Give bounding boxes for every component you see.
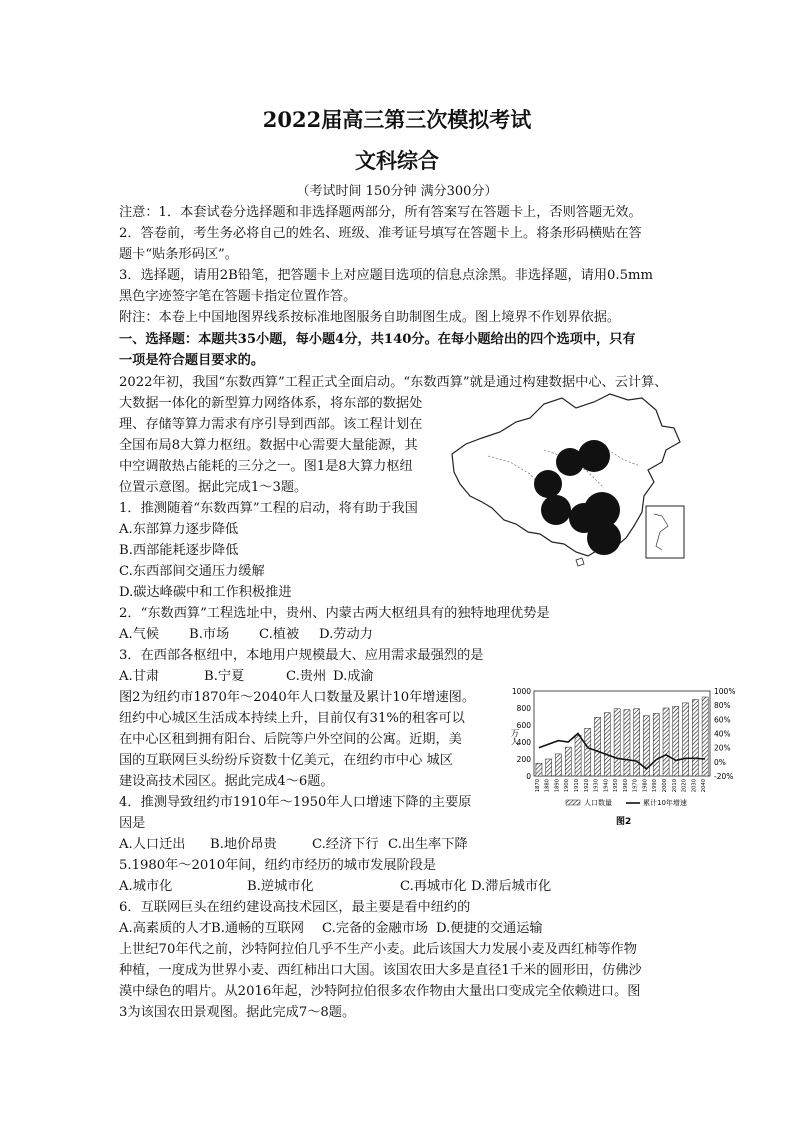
y-tick-label: 400 [516,738,531,747]
x-tick-label: 1960 [622,779,629,793]
population-bar [683,703,689,776]
option: A.高素质的人才 [119,921,212,936]
option: B.市场 [189,627,230,642]
option: C.东西部间交通压力缓解 [119,564,265,579]
notes-line: 2．答卷前，考生务必将自己的姓名、班级、准考证号填写在答题卡上。将条形码横贴在答 [119,226,642,241]
option: C.完备的金融市场 [322,921,429,936]
y2-tick-label: 80% [714,701,731,711]
question-stem: 2．“东数西算”工程选址中，贵州、内蒙古两大枢纽具有的独特地理优势是 [119,606,550,621]
x-tick-label: 1930 [593,779,600,793]
option: A.气候 [119,627,160,642]
question-stem: 4．推测导致纽约市1910年～1950年人口增速下降的主要原 [119,795,472,810]
y-tick-label: 800 [516,704,531,713]
option: A.人口迁出 [119,837,186,852]
option: A.东部算力逐步降低 [119,522,239,537]
x-tick-label: 1940 [603,779,610,793]
computing-hub-marker [541,495,571,525]
growth-rate-line [539,734,705,769]
option: D.碳达峰碳中和工作积极推进 [119,585,292,600]
x-tick-label: 1980 [642,779,649,793]
population-bar [575,735,581,776]
y-tick-label: 200 [516,755,531,764]
notes-line: 黑色字迹签字笔在答题卡指定位置作答。 [119,289,357,304]
x-tick-label: 2020 [681,779,688,793]
computing-hub-marker [578,440,610,472]
south-china-sea-inset [646,506,684,558]
y2-tick-label: 60% [714,715,731,725]
y-tick-label: 0 [526,772,531,781]
computing-hub-marker [569,503,599,533]
computing-hub-marker [534,470,562,498]
passage-line: 位置示意图。据此完成1～3题。 [119,480,308,495]
legend-bar-swatch [566,800,580,805]
legend-line-label: 累计10年增速 [643,799,687,807]
legend-bar-label: 人口数量 [584,799,612,807]
x-tick-label: 1900 [564,779,571,793]
option: C.贵州 [286,669,327,684]
y2-tick-label: -20% [714,772,734,781]
passage-line: 3为该国农田景观图。据此完成7～8题。 [119,1005,356,1020]
population-bar [546,759,552,776]
x-tick-label: 1970 [632,779,639,793]
option: D.劳动力 [319,627,373,642]
x-tick-label: 1950 [613,779,620,793]
option: B.西部能耗逐步降低 [119,543,239,558]
y2-axis-ticks [714,687,735,781]
question-stem: 6．互联网巨头在纽约建设高技术园区，最主要是看中纽约的 [119,900,471,915]
passage-line: 国的互联网巨头纷纷斥资数十亿美元，在纽约市中心 城区 [119,753,453,768]
x-axis-ticks [535,779,707,792]
population-bar [565,747,571,776]
option: B.地价昂贵 [210,837,277,852]
population-bar [663,708,669,776]
population-bar [653,714,659,777]
y-tick-label: 1000 [511,687,531,696]
population-bar [702,697,708,776]
y2-tick-label: 40% [714,729,731,739]
x-tick-label: 1920 [583,779,590,793]
x-tick-label: 2000 [662,779,668,793]
y-tick-label: 600 [516,721,531,730]
option: A.甘肃 [119,669,160,684]
question-stem: 因是 [119,816,146,831]
question-stem: 3．在西部各枢纽中，本地用户规模最大、应用需求最强烈的是 [119,648,484,663]
section-heading: 一项是符合题目要求的。 [119,353,265,368]
population-bar [536,763,542,776]
y2-tick-label: 20% [714,743,731,753]
passage-line: 纽约中心城区生活成本持续上升，目前仅有31%的租客可以 [119,711,465,726]
notes-line: 3．选择题，请用2B铅笔，把答题卡上对应题目选项的信息点涂黑。非选择题，请用0.5mm [119,268,654,283]
passage-line: 中空调散热占能耗的三分之一。图1是8大算力枢纽 [119,459,413,474]
passage-line: 图2为纽约市1870年～2040年人口数量及累计10年增速图。 [119,690,476,705]
option: C.经济下行 [312,837,379,852]
passage-line: 建设高技术园区。据此完成4～6题。 [119,774,334,789]
population-bar [634,709,640,776]
option: B.逆城市化 [247,879,314,894]
x-tick-label: 1990 [652,779,659,793]
x-tick-label: 1870 [534,779,541,793]
option: A.城市化 [119,879,173,894]
passage-line: 种植，一度成为世界小麦、西红柿出口大国。该国农田大多是直径1千米的圆形田，仿佛沙 [119,963,642,978]
passage-line: 上世纪70年代之前，沙特阿拉伯几乎不生产小麦。此后该国大力发展小麦及西红柿等作物 [119,942,637,957]
population-bar [692,700,698,777]
option: C.再城市化 [400,879,467,894]
exam-info: （考试时间 150分钟 满分300分） [296,184,498,199]
exam-subject: 文科综合 [355,148,439,173]
population-bar [555,754,561,776]
bar-series [536,697,708,776]
option: D.成渝 [333,669,374,684]
x-tick-label: 2010 [671,779,678,793]
option: C.植被 [259,627,300,642]
population-bar [585,728,591,776]
population-bar [673,706,679,776]
y2-tick-label: 0% [714,757,726,767]
population-bar [595,717,601,776]
passage-line: 大数据一体化的新型算力网络体系，将东部的数据处 [119,396,423,411]
population-bar [614,709,620,776]
x-tick-label: 1910 [574,779,580,793]
question-stem: 1．推测随着“东数西算”工程的启动，将有助于我国 [119,501,418,516]
passage-line: 全国布局8大算力枢纽。数据中心需要大量能源，其 [119,438,418,453]
section-heading: 一、选择题：本题共35小题，每小题4分，共140分。在每小题给出的四个选项中，只有 [119,332,636,347]
passage-line: 在中心区租到拥有阳台、后院等户外空间的公寓。近期，美 [119,732,462,747]
notes-line: 题卡“贴条形码区”。 [119,247,238,262]
notes-line: 注意：1．本套试卷分选择题和非选择题两部分，所有答案写在答题卡上，否则答题无效。 [119,205,642,220]
question-stem: 5.1980年～2010年间，纽约市经历的城市发展阶段是 [119,858,437,873]
exam-title: 2022届高三第三次模拟考试 [262,107,532,132]
notes-line: 附注：本卷上中国地图界线系按标准地图服务自助制图生成。图上境界不作划界依据。 [119,310,621,325]
hainan-island [576,558,584,566]
option: C.出生率下降 [388,837,468,852]
figure2-chart [500,682,772,832]
population-bar [624,710,630,776]
y-axis-label: 万人 [509,728,519,746]
x-tick-label: 1880 [544,779,551,793]
passage-line: 2022年初，我国“东数西算”工程正式全面启动。“东数西算”就是通过构建数据中心、云计算、 [119,375,668,390]
figure2-caption: 图2 [616,817,632,827]
option: D.便捷的交通运输 [436,921,543,936]
option: B.通畅的互联网 [211,921,305,936]
passage-line: 理、存储等算力需求有序引导到西部。该工程计划在 [119,417,423,432]
y2-tick-label: 100% [714,687,736,696]
option: B.宁夏 [204,669,245,684]
x-tick-label: 1890 [554,779,561,793]
option: D.滞后城市化 [471,879,552,894]
x-tick-label: 2040 [701,779,708,793]
figure1-china-map [448,392,688,570]
passage-line: 漠中绿色的唱片。从2016年起，沙特阿拉伯很多农作物由大量出口变成完全依赖进口。图 [119,984,641,999]
x-tick-label: 2030 [691,779,698,793]
population-bar [604,713,610,776]
